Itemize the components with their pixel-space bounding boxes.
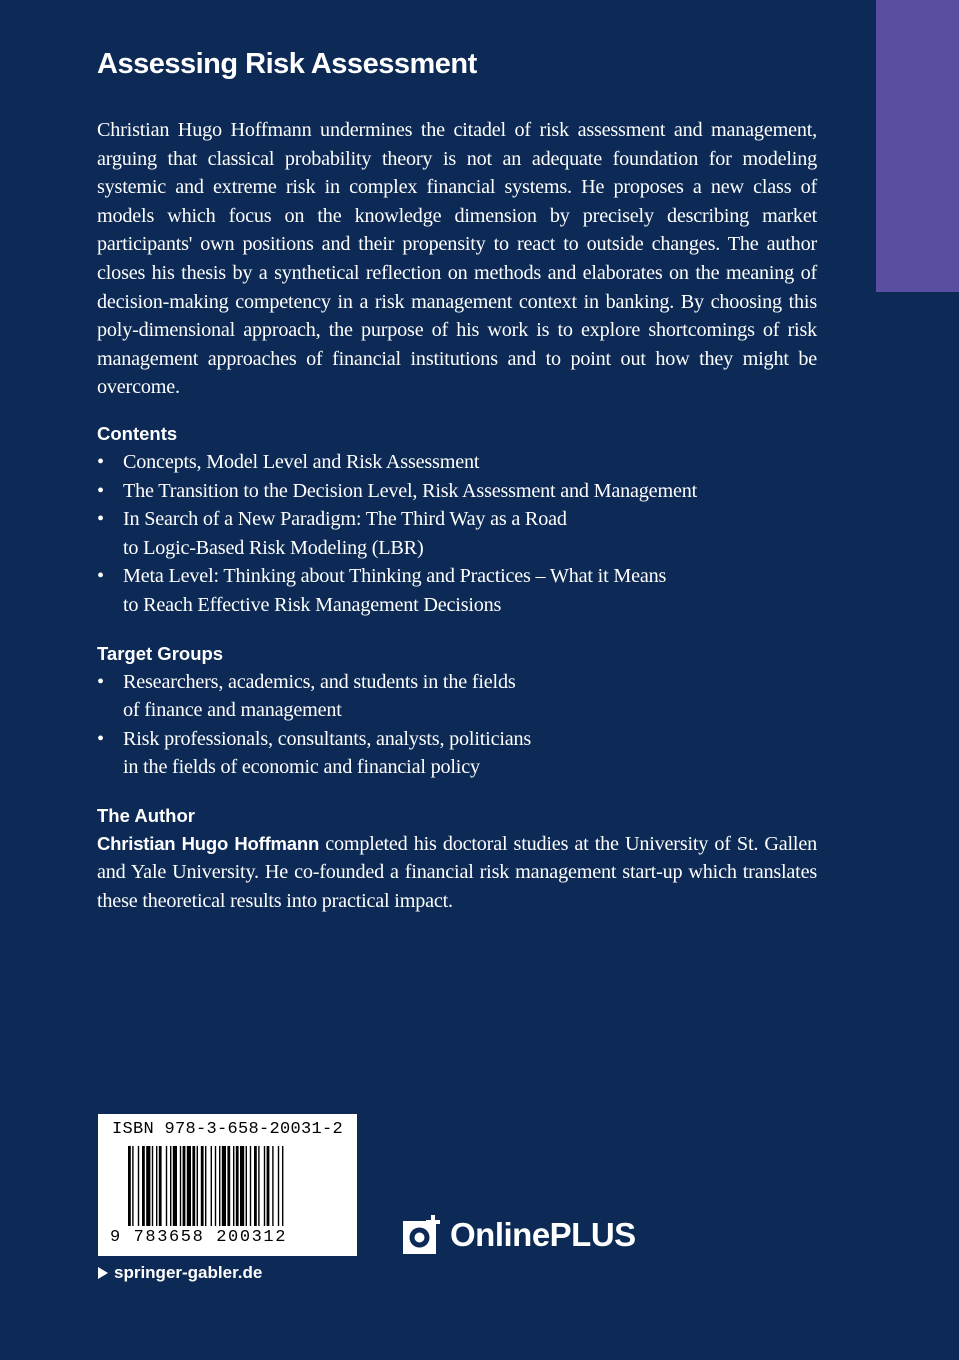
list-item: • Risk professionals, consultants, analysts, politicians in the fields of economic and financial policy xyxy=(97,725,817,782)
author-name: Christian Hugo Hoffmann xyxy=(97,832,320,854)
list-item: • The Transition to the Decision Level, Risk Assessment and Management xyxy=(97,477,817,506)
target-groups-heading: Target Groups xyxy=(97,642,224,664)
abstract-text: Christian Hugo Hoffmann undermines the citadel of risk assessment and management, arguing that classical probability theory is not an adequate foundation for modeling systemic and extreme risk in complex financial systems. He proposes a new class of models which focus on the knowledge dimension by precisely describing market participants' own positions and their propensity to react to outside changes. The author closes his thesis by a synthetical reflection on methods and elaborates on the meaning of decision-making competency in a risk management context in banking. By choosing this poly-dimensional approach, the purpose of his work is to explore shortcomings of risk management approaches of financial institutions and to point out how they might be overcome. xyxy=(97,119,817,399)
author-bio xyxy=(97,830,817,916)
bullet-icon: • xyxy=(97,508,104,531)
book-title: Assessing Risk Assessment xyxy=(97,48,477,80)
author-bio-text: completed his doctoral studies at the University of St. Gallen and Yale University. He co-founded a financial risk management start-up which translates these theoretical results into practical impact. xyxy=(97,832,817,913)
contents-list xyxy=(97,448,817,620)
website-label: springer-gabler.de xyxy=(114,1263,263,1282)
bullet-icon: • xyxy=(97,670,104,693)
bullet-icon: • xyxy=(97,479,104,502)
contents-heading: Contents xyxy=(97,422,178,444)
list-item: • Concepts, Model Level and Risk Assessment xyxy=(97,448,817,477)
arrow-right-icon xyxy=(98,1267,108,1279)
bullet-icon: • xyxy=(97,727,104,750)
target-groups-list xyxy=(97,668,817,782)
back-cover-content xyxy=(97,44,817,916)
list-item: • Researchers, academics, and students in the fields of finance and management xyxy=(97,668,817,725)
author-heading: The Author xyxy=(97,804,195,826)
bullet-icon: • xyxy=(97,565,104,588)
bullet-icon: • xyxy=(97,450,104,473)
list-item: • In Search of a New Paradigm: The Third Way as a Road to Logic-Based Risk Modeling (LBR) xyxy=(97,505,817,562)
onlineplus-logo xyxy=(402,1215,636,1255)
barcode-digits: 9 783658 200312 xyxy=(110,1228,288,1247)
accent-strip xyxy=(876,0,959,292)
online-plus-logo-icon xyxy=(402,1215,444,1255)
isbn-label: ISBN 978-3-658-20031-2 xyxy=(112,1120,344,1139)
publisher-website[interactable] xyxy=(98,1262,262,1284)
list-item: • Meta Level: Thinking about Thinking and Practices – What it Means to Reach Effective Risk Management Decisions xyxy=(97,562,817,619)
onlineplus-label: OnlinePLUS xyxy=(450,1216,636,1253)
isbn-barcode xyxy=(98,1114,357,1256)
